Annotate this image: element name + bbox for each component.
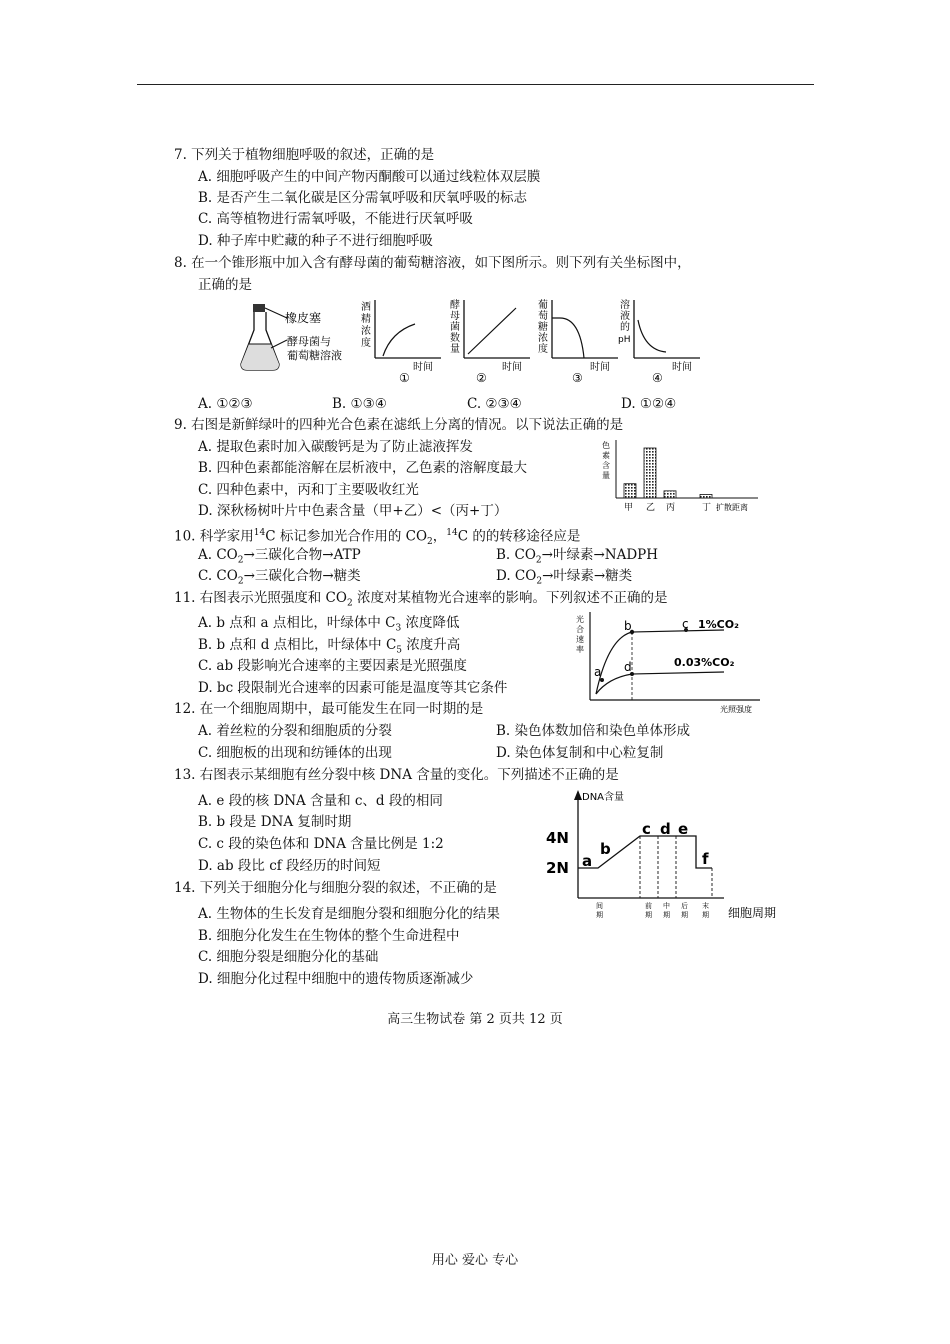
q13-ytick-2n: 2N [546, 859, 569, 877]
q8-option-c: C. ②③④ [467, 396, 522, 412]
g3-number: ③ [572, 371, 583, 385]
g2-ylabel-0: 酵 [450, 300, 460, 311]
g3-ylabel-4: 度 [538, 344, 548, 355]
q8-option-a: A. ①②③ [198, 396, 253, 412]
q8-flask-figure [235, 302, 355, 380]
q8-graph-2 [446, 298, 536, 384]
seg-b: b [600, 840, 611, 858]
q8-graph-4 [616, 298, 706, 384]
seg-c: c [642, 820, 651, 838]
q8-graph-1 [357, 298, 447, 384]
q13-ylabel: DNA含量 [582, 792, 625, 803]
q11-option-d: D. bc 段限制光合速率的因素可能是温度等其它条件 [198, 680, 508, 696]
seg-e: e [678, 820, 689, 838]
q13-ytick-4n: 4N [546, 829, 569, 847]
q13-option-d: D. ab 段比 cf 段经历的时间短 [198, 858, 381, 874]
seg-f: f [702, 850, 709, 868]
q8-stem-cont: 正确的是 [198, 277, 252, 293]
g4-curve [638, 320, 666, 352]
g4-ylabel-1: 液 [620, 311, 630, 322]
flask-contents-line2: 葡萄糖溶液 [287, 349, 342, 362]
q9-option-c: C. 四种色素中，丙和丁主要吸收红光 [198, 482, 419, 498]
q9-bar-1 [644, 448, 656, 498]
g4-ylabel-2: 的 [620, 322, 630, 333]
g4-number: ④ [652, 371, 663, 385]
phase-2a: 中 [663, 902, 670, 910]
q11-series-high: 1%CO₂ [698, 618, 739, 631]
point-a: a [594, 665, 602, 679]
q11-ylabel-0: 光 [576, 615, 584, 624]
header-rule [137, 84, 814, 85]
q10-option-d: D. $CO_2\to$叶绿素→糖类 [496, 568, 633, 587]
phase-2b: 期 [663, 911, 670, 919]
phase-4a: 末 [702, 902, 709, 910]
q11-curve-low [596, 672, 724, 694]
q12-option-d: D. 染色体复制和中心粒复制 [496, 745, 664, 761]
q9-pigment-chart [598, 436, 763, 518]
g1-ylabel-2: 浓 [361, 326, 371, 337]
q13-stem: 13. 右图表示某细胞有丝分裂中核 DNA 含量的变化。下列描述不正确的是 [174, 767, 619, 783]
q9-option-b: B. 四种色素都能溶解在层析液中，乙色素的溶解度最大 [198, 460, 528, 476]
q9-cat-2: 丙 [666, 503, 676, 513]
g4-ylabel-0: 溶 [620, 300, 630, 311]
q11-ylabel-3: 率 [576, 645, 584, 654]
q7-stem: 7. 下列关于植物细胞呼吸的叙述，正确的是 [174, 147, 435, 163]
q12-option-c: C. 细胞板的出现和纺锤体的出现 [198, 745, 392, 761]
g4-ylabel-3: pH [618, 335, 631, 345]
q11-series-low: 0.03%CO₂ [674, 656, 735, 669]
q9-option-d: D. 深秋杨树叶片中色素含量（甲+乙）<（丙+丁） [198, 503, 508, 519]
q11-ylabel-1: 合 [576, 625, 584, 634]
q14-option-a: A. 生物体的生长发育是细胞分裂和细胞分化的结果 [198, 906, 500, 922]
g1-curve [383, 324, 415, 356]
q9-bar-2 [664, 491, 676, 498]
g2-ylabel-4: 量 [450, 344, 460, 355]
q7-option-a: A. 细胞呼吸产生的中间产物丙酮酸可以通过线粒体双层膜 [198, 169, 541, 185]
q14-option-c: C. 细胞分裂是细胞分化的基础 [198, 949, 379, 965]
q11-option-c: C. ab 段影响光合速率的主要因素是光照强度 [198, 658, 467, 674]
phase-4b: 期 [702, 911, 709, 919]
q9-stem: 9. 右图是新鲜绿叶的四种光合色素在滤纸上分离的情况。以下说法正确的是 [174, 417, 624, 433]
q9-bar-3 [700, 494, 712, 498]
q14-stem: 14. 下列关于细胞分化与细胞分裂的叙述，不正确的是 [174, 880, 497, 896]
page-number: 高三生物试卷 第 2 页共 12 页 [387, 1012, 563, 1027]
g1-xlabel: 时间 [413, 362, 433, 373]
q11-option-b: B. b 点和 d 点相比，叶绿体中 $C_5$ 浓度升高 [198, 637, 461, 656]
g2-number: ② [476, 371, 487, 385]
phase-1b: 期 [645, 911, 652, 919]
g2-ylabel-3: 数 [450, 333, 460, 344]
q12-option-b: B. 染色体数加倍和染色单体形成 [496, 723, 691, 739]
q9-bar-0 [624, 484, 636, 498]
q11-option-a: A. b 点和 a 点相比，叶绿体中 $C_3$ 浓度降低 [198, 615, 460, 634]
q9-cat-1: 乙 [646, 503, 656, 513]
phase-0a: 间 [596, 902, 603, 910]
q9-xlabel: 扩散距离 [716, 503, 748, 512]
point-c: c [682, 617, 689, 631]
q9-ylabel-3: 量 [602, 471, 610, 480]
g3-xlabel: 时间 [590, 362, 610, 373]
seg-a: a [582, 852, 593, 870]
footer-motto: 用心 爱心 专心 [431, 1253, 519, 1268]
g2-ylabel-1: 母 [450, 311, 460, 322]
q7-option-b: B. 是否产生二氧化碳是区分需氧呼吸和厌氧呼吸的标志 [198, 190, 528, 206]
q12-stem: 12. 在一个细胞周期中，最可能发生在同一时期的是 [174, 701, 484, 717]
g3-curve [552, 318, 584, 358]
q10-option-c: C. $CO_2\to$三碳化合物→糖类 [198, 568, 361, 587]
q10-stem: 10. 科学家用$^{14}$C 标记参加光合作用的 $CO_2$，$^{14}$C 的的转移途径应是 [174, 528, 581, 548]
flask-stopper-label: 橡皮塞 [285, 311, 322, 325]
flask-contents-line1: 酵母菌与 [287, 335, 331, 348]
q13-option-a: A. e 段的核 DNA 含量和 c、d 段的相同 [198, 793, 443, 809]
g4-xlabel: 时间 [672, 362, 692, 373]
q9-ylabel-0: 色 [602, 441, 610, 450]
seg-d: d [660, 820, 671, 838]
q8-option-b: B. ①③④ [332, 396, 387, 412]
q9-ylabel-2: 含 [602, 461, 610, 470]
phase-1a: 前 [645, 902, 652, 910]
q10-option-a: A. $CO_2\to$三碳化合物→ATP [198, 547, 361, 566]
point-b: b [624, 619, 632, 633]
g1-ylabel-1: 精 [361, 314, 371, 325]
g2-curve [468, 308, 516, 354]
g3-ylabel-3: 浓 [538, 333, 548, 344]
g1-ylabel-3: 度 [361, 338, 371, 349]
q12-option-a: A. 着丝粒的分裂和细胞质的分裂 [198, 723, 392, 739]
q8-graph-3 [534, 298, 624, 384]
q8-option-d: D. ①②④ [621, 396, 677, 412]
q11-photosynthesis-chart [574, 608, 764, 714]
q13-xlabel: 细胞周期 [728, 906, 777, 920]
q9-option-a: A. 提取色素时加入碳酸钙是为了防止滤液挥发 [198, 439, 473, 455]
g3-ylabel-1: 萄 [538, 311, 548, 322]
g3-ylabel-2: 糖 [538, 322, 548, 333]
g2-xlabel: 时间 [502, 362, 522, 373]
q9-cat-3: 丁 [702, 503, 712, 513]
q13-option-b: B. b 段是 DNA 复制时期 [198, 814, 352, 830]
q11-xlabel: 光照强度 [720, 705, 752, 714]
phase-0b: 期 [596, 911, 603, 919]
q7-option-c: C. 高等植物进行需氧呼吸，不能进行厌氧呼吸 [198, 211, 473, 227]
g2-ylabel-2: 菌 [450, 322, 460, 333]
q13-dna-curve [578, 836, 712, 868]
q14-option-b: B. 细胞分化发生在生物体的整个生命进程中 [198, 928, 460, 944]
q13-dna-chart [544, 786, 794, 926]
q10-option-b: B. $CO_2\to$叶绿素→NADPH [496, 547, 659, 566]
g1-ylabel-0: 酒 [361, 302, 371, 313]
q8-stem: 8. 在一个锥形瓶中加入含有酵母菌的葡萄糖溶液，如下图所示。则下列有关坐标图中， [174, 255, 691, 271]
q11-stem: 11. 右图表示光照强度和 $CO_2$ 浓度对某植物光合速率的影响。下列叙述不正确的是 [174, 590, 668, 609]
point-d: d [624, 660, 632, 674]
q9-ylabel-1: 素 [602, 451, 610, 460]
g3-ylabel-0: 葡 [538, 300, 548, 311]
phase-3b: 期 [681, 911, 688, 919]
g1-number: ① [399, 371, 410, 385]
q11-ylabel-2: 速 [576, 635, 584, 644]
q9-cat-0: 甲 [624, 503, 634, 513]
q7-option-d: D. 种子库中贮藏的种子不进行细胞呼吸 [198, 233, 433, 249]
phase-3a: 后 [681, 902, 688, 910]
q14-option-d: D. 细胞分化过程中细胞中的遗传物质逐渐减少 [198, 971, 474, 987]
q13-option-c: C. c 段的染色体和 DNA 含量比例是 1:2 [198, 836, 444, 852]
